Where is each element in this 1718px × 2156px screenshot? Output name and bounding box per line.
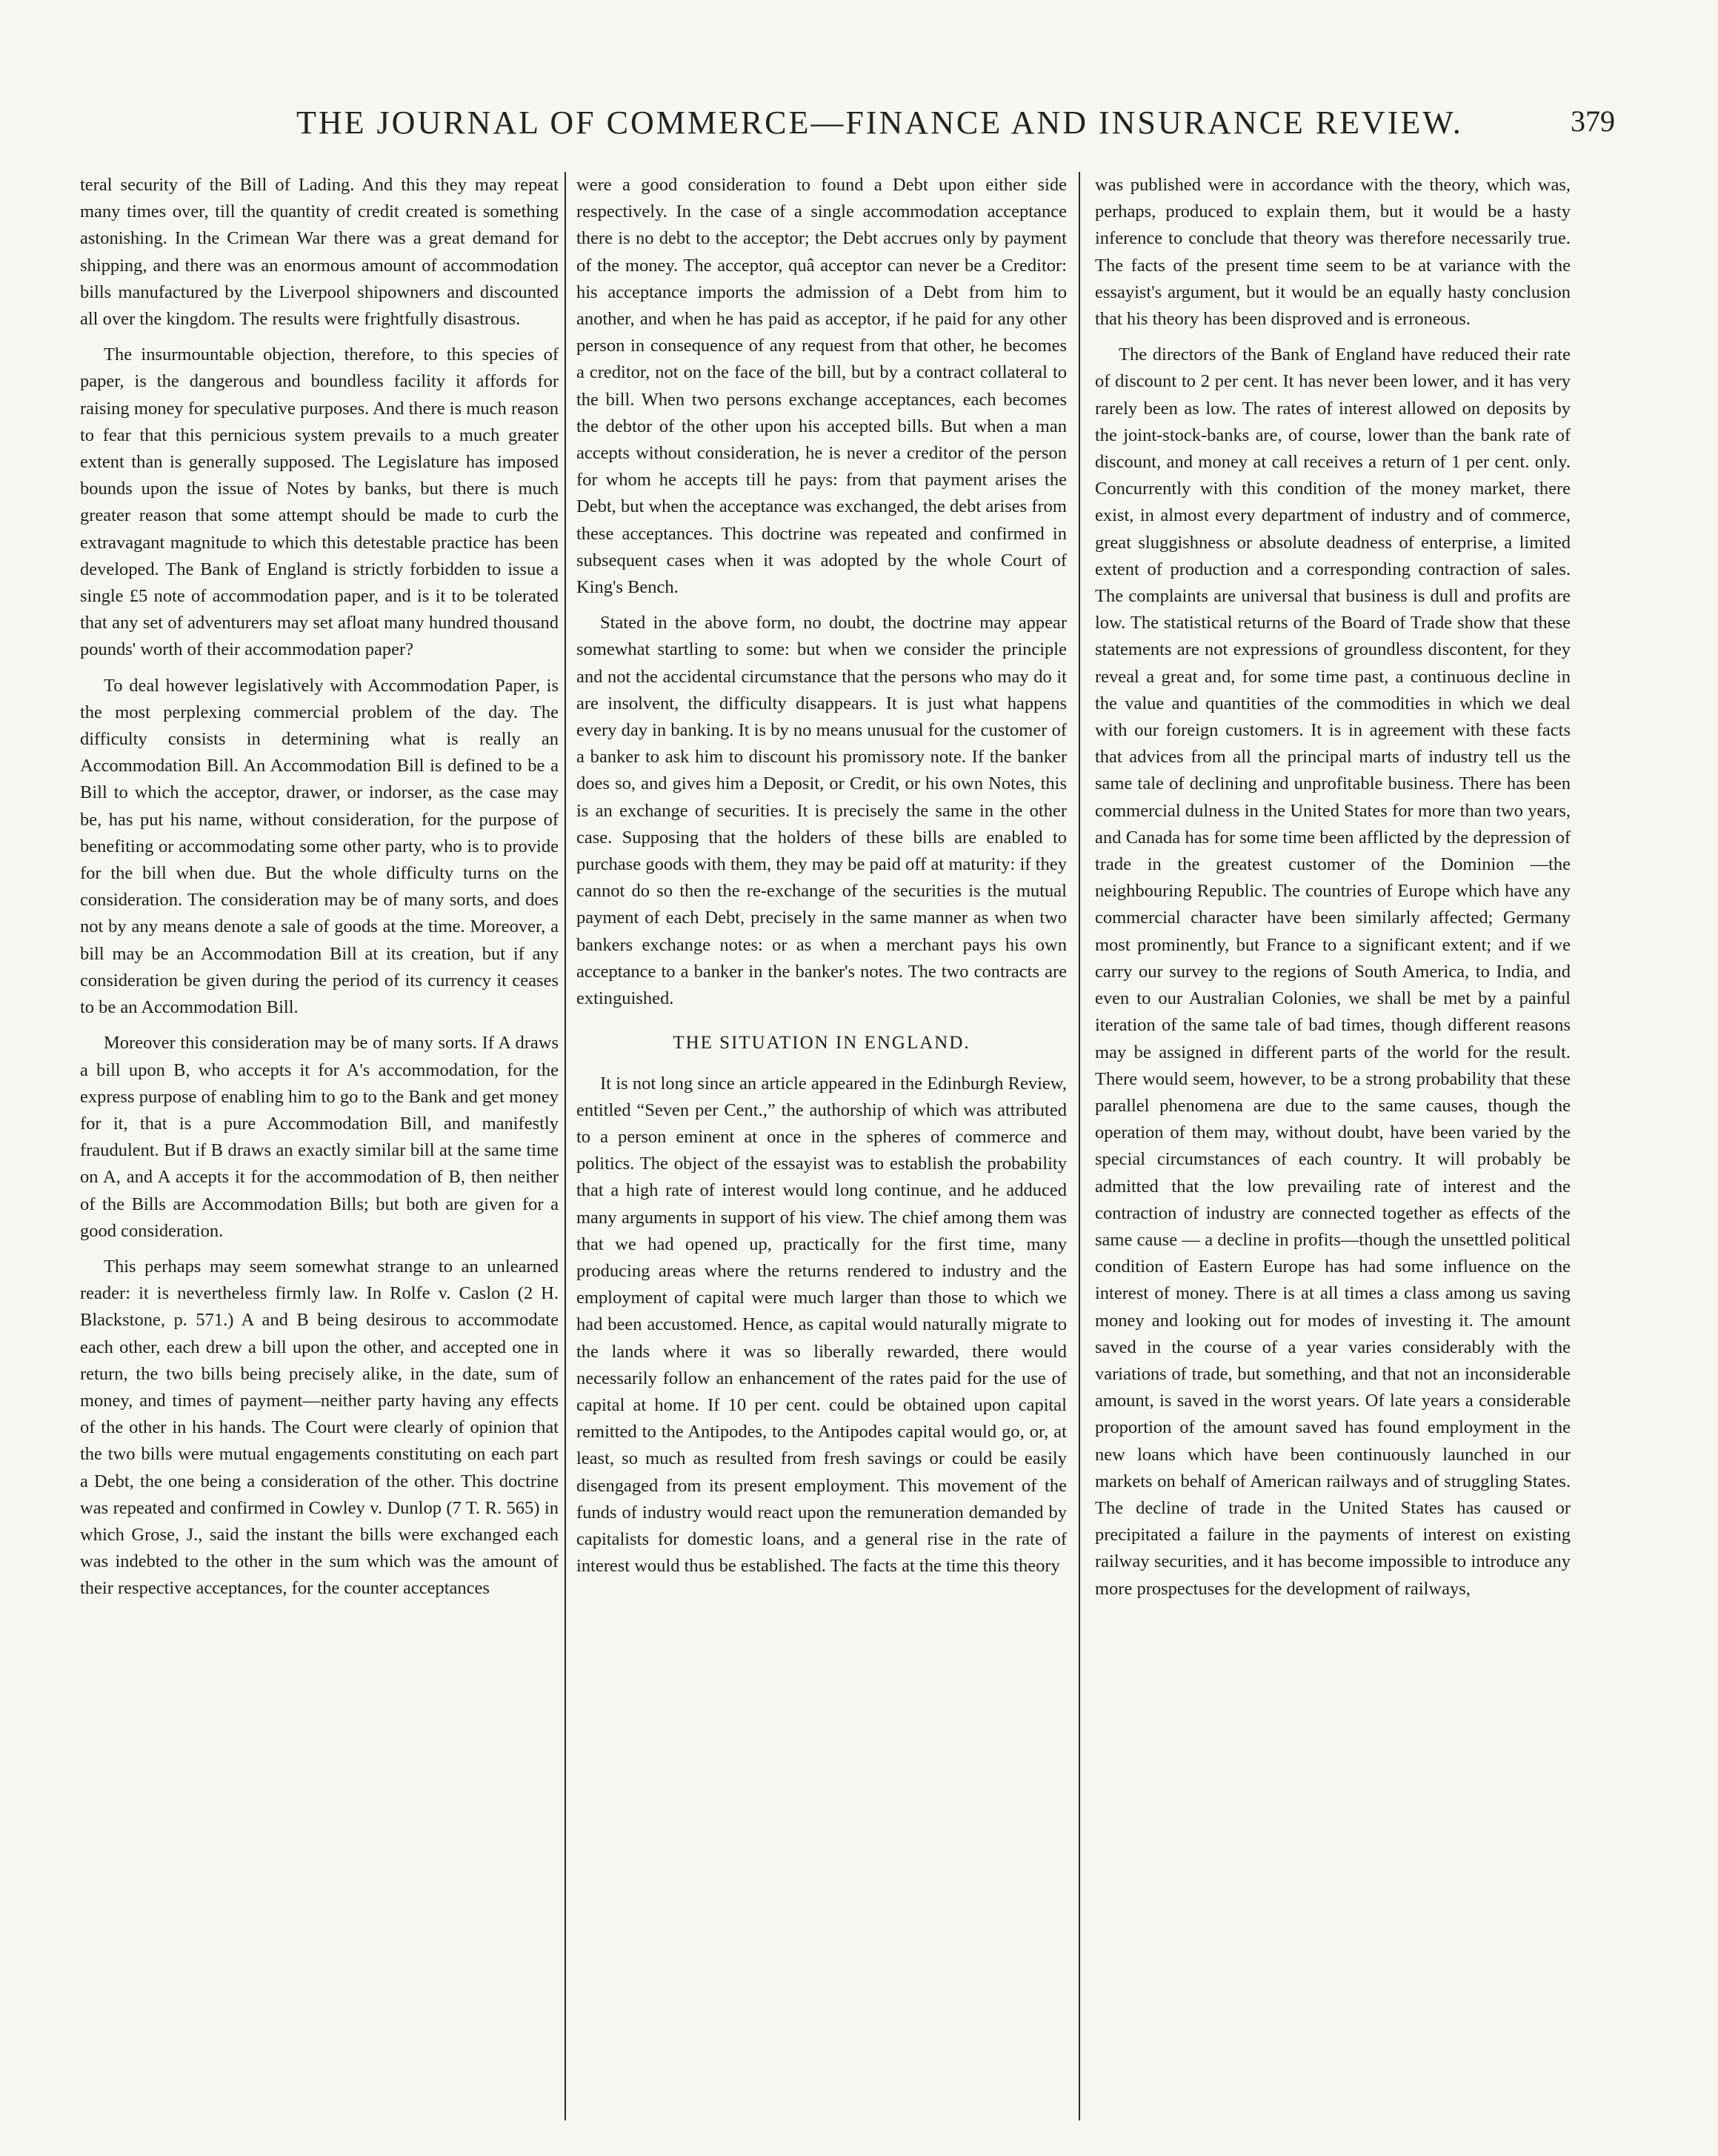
- paragraph: Stated in the above form, no doubt, the doctrine may appear somewhat startling to some: but when we consider the principle and not the accidental circumstance that the persons who may do it are insolvent, the difficulty disappears. It is just what happens every day in banking. It is by no means unusual for the customer of a banker to ask him to discount his promissory note. If the banker does so, and gives him a Deposit, or Credit, or his own Notes, this is an exchange of securities. It is precisely the same in the other case. Supposing that the holders of these bills are enabled to purchase goods with them, they may be paid off at maturity: if they cannot do so then the re-exchange of the securities is the mutual payment of each Debt, precisely in the same manner as when two bankers exchange notes: or as when a merchant pays his own acceptance to a banker in the banker's notes. The two contracts are extinguished.: [576, 613, 1067, 1009]
- paragraph: This perhaps may seem somewhat strange to an unlearned reader: it is nevertheless firmly law. In Rolfe v. Caslon (2 H. Blackstone, p. 571.) A and B being desirous to accommodate each other, each drew a bill upon the other, and accepted one in return, the two bills being precisely alike, in the date, sum of money, and times of payment—neither party having any effects of the other in his hands. The Court were clearly of opinion that the two bills were mutual engagements constituting on each part a Debt, the one being a consideration of the other. This doctrine was repeated and confirmed in Cowley v. Dunlop (7 T. R. 565) in which Grose, J., said the instant the bills were exchanged each was indebted to the other in the sum which was the amount of their respective acceptances, for the counter acceptances: [80, 1256, 559, 1599]
- article-column-2: [576, 172, 1067, 2128]
- article-column-3: [1095, 172, 1571, 2128]
- article-column-1: [80, 172, 559, 2128]
- page-header: [296, 104, 1615, 148]
- paragraph: The directors of the Bank of England have reduced their rate of discount to 2 per cent. It has never been lower, and it has very rarely been as low. The rates of interest allowed on deposits by the joint-stock-banks are, of course, lower than the bank rate of discount, and money at call receives a return of 1 per cent. only. Concurrently with this condition of the money market, there exist, in almost every department of industry and of commerce, great sluggishness or absolute deadness of enterprise, a limited extent of production and a corresponding contraction of sales. The complaints are universal that business is dull and profits are low. The statistical returns of the Board of Trade show that these statements are not expressions of groundless discontent, for they reveal a great and, for some time past, a continuous decline in the value and quantities of the commodities in which we deal with our foreign customers. It is in agreement with these facts that advices from all the principal marts of industry tell us the same tale of declining and unprofitable business. There has been commercial dulness in the United States for more than two years, and Canada has for some time been afflicted by the depression of trade in the greatest customer of the Dominion —the neighbouring Republic. The countries of Europe which have any commercial character have been similarly affected; Germany most prominently, but France to a significant extent; and if we carry our survey to the regions of South America, to India, and even to our Australian Colonies, we shall be met by a painful iteration of the same tale of bad times, though different reasons may be assigned in different parts of the world for the result. There would seem, however, to be a strong probability that these parallel phenomena are due to the same causes, though the operation of them may, without doubt, have been varied by the special circumstances of each country. It will probably be admitted that the low prevailing rate of interest and the contraction of industry are connected together as effects of the same cause — a decline in profits—though the unsettled political condition of Eastern Europe has had some influence on the interest of money. There is at all times a class among us saving money and looking out for modes of investing it. The amount saved in the course of a year varies considerably with the variations of trade, but something, and that not an inconsiderable amount, is saved in the worst years. Of late years a considerable proportion of the amount saved has found employment in the new loans which have been continuously launched in our markets on behalf of American railways and of struggling States. The decline of trade in the United States has caused or precipitated a failure in the payments of interest on existing railway securities, and it has become impossible to introduce any more prospectuses for the development of railways,: [1095, 345, 1571, 1599]
- paragraph: It is not long since an article appeared in the Edinburgh Review, entitled “Seven per Cent.,” the authorship of which was attributed to a person eminent at once in the spheres of commerce and politics. The object of the essayist was to establish the probability that a high rate of interest would long continue, and he adduced many arguments in support of his view. The chief among them was that we had opened up, practically for the first time, many producing areas where the returns rendered to industry and the employment of capital were much larger than those to which we had been accustomed. Hence, as capital would naturally migrate to the lands where it was so liberally rewarded, there would necessarily follow an enhancement of the rates paid for the use of capital at home. If 10 per cent. could be obtained upon capital remitted to the Antipodes, to the Antipodes capital would go, or, at least, so much as resulted from fresh savings or could be easily disengaged from its present employment. This movement of the funds of industry would react upon the remuneration demanded by capitalists for domestic loans, and a general rise in the rate of interest would thus be established. The facts at the time this theory: [576, 1073, 1067, 1577]
- page-number: 379: [1571, 104, 1615, 138]
- column-divider: [565, 172, 566, 2120]
- paragraph: were a good consideration to found a Debt upon either side respectively. In the case of a single accommodation acceptance there is no debt to the acceptor; the Debt accrues only by payment of the money. The acceptor, quâ acceptor can never be a Creditor: his acceptance imports the admission of a Debt from him to another, and when he has paid as acceptor, if he paid for any other person in consequence of any request from that other, he becomes a creditor, not on the face of the bill, but by a contract collateral to the bill. When two persons exchange acceptances, each becomes the debtor of the other upon his accepted bills. But when a man accepts without consideration, he is never a creditor of the person for whom he accepts till he pays: from that payment arises the Debt, but when the acceptance was exchanged, the debt arises from these acceptances. This doctrine was repeated and confirmed in subsequent cases when it was adopted by the whole Court of King's Bench.: [576, 175, 1067, 598]
- paragraph: Moreover this consideration may be of many sorts. If A draws a bill upon B, who accepts it for A's accommodation, for the express purpose of enabling him to go to the Bank and get money for it, that is a pure Accommodation Bill, and manifestly fraudulent. But if B draws an exactly similar bill at the same time on A, and A accepts it for the accommodation of B, then neither of the Bills are Accommodation Bills; but both are given for a good consideration.: [80, 1033, 559, 1241]
- paragraph: The insurmountable objection, therefore, to this species of paper, is the dangerous and boundless facility it affords for raising money for speculative purposes. And there is much reason to fear that this pernicious system prevails to a much greater extent than is generally supposed. The Legislature has imposed bounds upon the issue of Notes by banks, but there is much greater reason that some attempt should be made to curb the extravagant magnitude to which this detestable practice has been developed. The Bank of England is strictly forbidden to issue a single £5 note of accommodation paper, and is it to be tolerated that any set of adventurers may set afloat many hundred thousand pounds' worth of their accommodation paper?: [80, 345, 559, 660]
- paragraph: To deal however legislatively with Accommodation Paper, is the most perplexing commercial problem of the day. The difficulty consists in determining what is really an Accommodation Bill. An Accommodation Bill is defined to be a Bill to which the acceptor, drawer, or indorser, as the case may be, has put his name, without consideration, for the purpose of benefiting or accommodating some other party, who is to provide for the bill when due. But the whole difficulty turns on the consideration. The consideration may be of many sorts, and does not by any means denote a sale of goods at the time. Moreover, a bill may be an Accommodation Bill at its creation, but if any consideration be given during the period of its currency it ceases to be an Accommodation Bill.: [80, 675, 559, 1018]
- section-heading: THE SITUATION IN ENGLAND.: [673, 1033, 970, 1054]
- paragraph: teral security of the Bill of Lading. And this they may repeat many times over, till the quantity of credit created is something astonishing. In the Crimean War there was a great demand for shipping, and there was an enormous amount of accommodation bills manufactured by the Liverpool shipowners and discounted all over the kingdom. The results were frightfully disastrous.: [80, 175, 559, 330]
- paragraph: was published were in accordance with the theory, which was, perhaps, produced to explain them, but it would be a hasty inference to conclude that theory was therefore necessarily true. The facts of the present time seem to be at variance with the essayist's argument, but it would be an equally hasty conclusion that his theory has been disproved and is erroneous.: [1095, 175, 1571, 330]
- running-title: THE JOURNAL OF COMMERCE—FINANCE AND INSURANCE REVIEW.: [296, 104, 1463, 141]
- column-divider: [1079, 172, 1080, 2120]
